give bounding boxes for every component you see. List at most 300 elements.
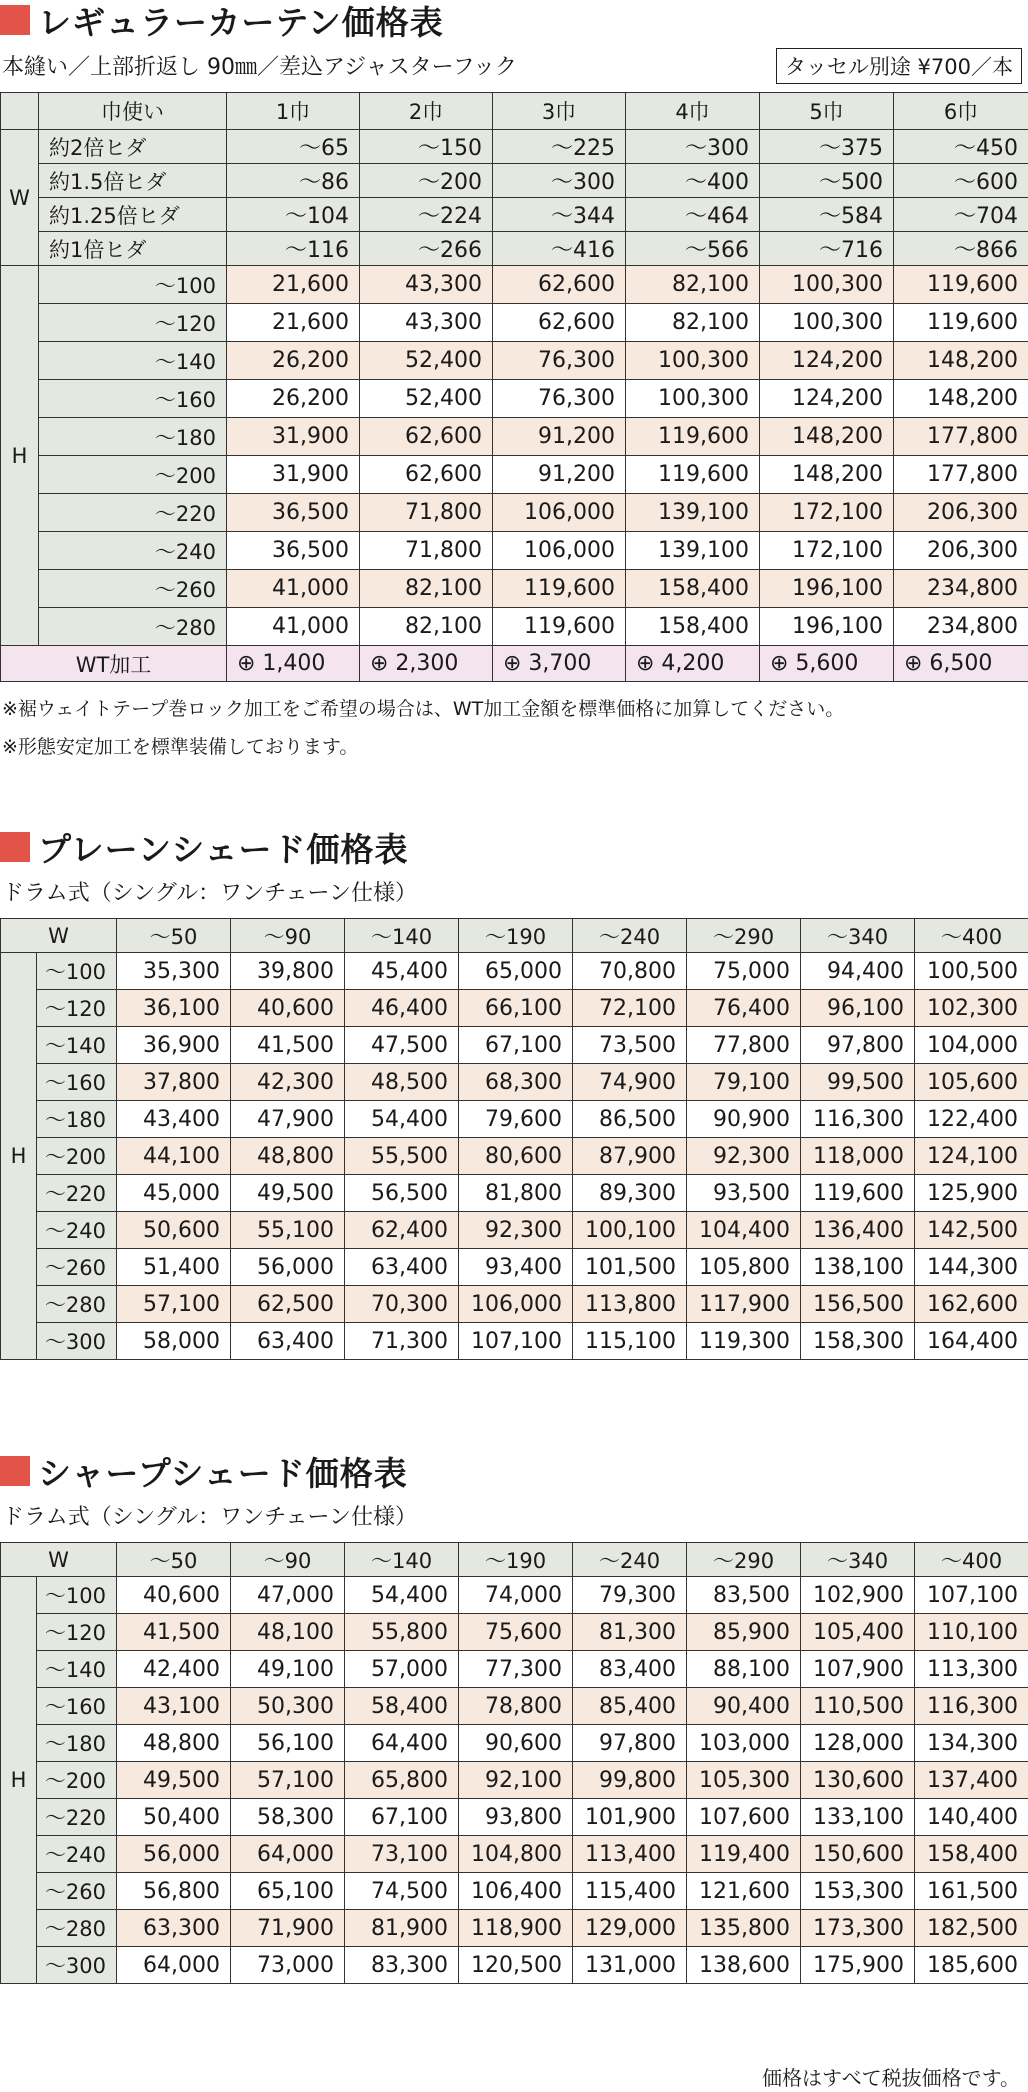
price-cell: 80,600 [459, 1138, 573, 1175]
price-cell: 90,600 [459, 1725, 573, 1762]
price-cell: 106,000 [493, 532, 626, 570]
height-label: ～220 [39, 494, 227, 532]
width-value: ～224 [360, 198, 493, 232]
price-cell: 101,900 [573, 1799, 687, 1836]
width-value: ～566 [626, 232, 760, 266]
height-label: ～240 [37, 1836, 117, 1873]
price-cell: 153,300 [801, 1873, 915, 1910]
price-cell: 52,400 [360, 380, 493, 418]
price-cell: 26,200 [227, 380, 360, 418]
price-cell: 56,000 [117, 1836, 231, 1873]
price-cell: 65,000 [459, 953, 573, 990]
price-cell: 64,000 [231, 1836, 345, 1873]
width-row [1, 232, 1028, 266]
sharp-title-text: シャープシェード価格表 [38, 1453, 408, 1493]
price-cell: 71,800 [360, 532, 493, 570]
price-cell: 74,500 [345, 1873, 459, 1910]
w-axis-label: W [1, 130, 39, 266]
table-row [1, 1614, 1028, 1651]
height-label: ～240 [39, 532, 227, 570]
price-cell: 76,300 [493, 380, 626, 418]
price-cell: 106,000 [459, 1286, 573, 1323]
price-cell: 172,100 [760, 494, 894, 532]
plain-title [0, 827, 409, 867]
price-cell: 93,800 [459, 1799, 573, 1836]
price-cell: 21,600 [227, 266, 360, 304]
price-cell: 196,100 [760, 570, 894, 608]
price-cell: 172,100 [760, 532, 894, 570]
price-cell: 73,100 [345, 1836, 459, 1873]
price-cell: 177,800 [894, 456, 1028, 494]
price-cell: 101,500 [573, 1249, 687, 1286]
height-label: ～140 [37, 1027, 117, 1064]
price-cell: 94,400 [801, 953, 915, 990]
price-cell: 138,600 [687, 1947, 801, 1984]
price-cell: 148,200 [760, 418, 894, 456]
price-cell: 234,800 [894, 608, 1028, 646]
price-cell: 116,300 [915, 1688, 1028, 1725]
price-cell: 119,600 [894, 304, 1028, 342]
column-header: ～340 [801, 919, 915, 953]
height-label: ～160 [39, 380, 227, 418]
price-cell: 129,000 [573, 1910, 687, 1947]
price-cell: 107,100 [915, 1577, 1028, 1614]
price-cell: 31,900 [227, 418, 360, 456]
price-cell: 36,500 [227, 532, 360, 570]
price-cell: 86,500 [573, 1101, 687, 1138]
price-cell: 57,000 [345, 1651, 459, 1688]
price-cell: 43,400 [117, 1101, 231, 1138]
curtain-note-wt: ※裾ウェイトテープ巻ロック加工をご希望の場合は、WT加工金額を標準価格に加算してください。 [2, 698, 845, 720]
price-cell: 130,600 [801, 1762, 915, 1799]
fold-ratio-label: 約1倍ヒダ [39, 232, 227, 266]
price-cell: 137,400 [915, 1762, 1028, 1799]
price-cell: 88,100 [687, 1651, 801, 1688]
price-cell: 144,300 [915, 1249, 1028, 1286]
table-row [1, 1836, 1028, 1873]
price-cell: 43,300 [360, 304, 493, 342]
curtain-title-text: レギュラーカーテン価格表 [38, 2, 444, 42]
height-label: ～260 [37, 1873, 117, 1910]
column-header: ～50 [117, 1543, 231, 1577]
fold-ratio-label: 約1.5倍ヒダ [39, 164, 227, 198]
price-cell: 67,100 [345, 1799, 459, 1836]
price-cell: 206,300 [894, 532, 1028, 570]
price-cell: 113,800 [573, 1286, 687, 1323]
price-cell: 75,600 [459, 1614, 573, 1651]
price-cell: 118,900 [459, 1910, 573, 1947]
price-cell: 36,900 [117, 1027, 231, 1064]
title-marker-icon [0, 1456, 30, 1486]
width-value: ～86 [227, 164, 360, 198]
column-header: 2巾 [360, 93, 493, 130]
height-label: ～220 [37, 1175, 117, 1212]
width-value: ～464 [626, 198, 760, 232]
tassel-price-badge: タッセル別途 ¥700／本 [776, 48, 1022, 84]
wt-price-cell: ⊕ 5,600 [760, 646, 894, 682]
price-cell: 148,200 [894, 342, 1028, 380]
width-value: ～65 [227, 130, 360, 164]
column-header: 3巾 [493, 93, 626, 130]
price-cell: 35,300 [117, 953, 231, 990]
price-cell: 148,200 [894, 380, 1028, 418]
table-row [1, 1725, 1028, 1762]
width-row [1, 130, 1028, 164]
wt-price-cell: ⊕ 1,400 [227, 646, 360, 682]
title-marker-icon [0, 832, 30, 862]
price-cell: 104,800 [459, 1836, 573, 1873]
price-cell: 63,400 [231, 1323, 345, 1360]
column-header: ～90 [231, 919, 345, 953]
price-cell: 52,400 [360, 342, 493, 380]
wt-price-cell: ⊕ 3,700 [493, 646, 626, 682]
table-row [1, 304, 1028, 342]
height-label: ～300 [37, 1947, 117, 1984]
table-row [1, 418, 1028, 456]
table-header-row [1, 93, 1028, 130]
price-cell: 62,600 [360, 418, 493, 456]
column-header: ～90 [231, 1543, 345, 1577]
price-cell: 82,100 [360, 570, 493, 608]
price-cell: 39,800 [231, 953, 345, 990]
price-cell: 116,300 [801, 1101, 915, 1138]
price-cell: 140,400 [915, 1799, 1028, 1836]
price-cell: 44,100 [117, 1138, 231, 1175]
table-row [1, 1910, 1028, 1947]
sharp-subtitle: ドラム式（シングル：ワンチェーン仕様） [2, 1505, 418, 1530]
height-label: ～280 [37, 1910, 117, 1947]
column-header: ～190 [459, 919, 573, 953]
price-cell: 196,100 [760, 608, 894, 646]
price-cell: 161,500 [915, 1873, 1028, 1910]
price-cell: 119,600 [626, 418, 760, 456]
price-cell: 45,400 [345, 953, 459, 990]
price-cell: 41,000 [227, 570, 360, 608]
price-cell: 37,800 [117, 1064, 231, 1101]
price-cell: 138,100 [801, 1249, 915, 1286]
table-row [1, 1138, 1028, 1175]
price-cell: 55,500 [345, 1138, 459, 1175]
height-label: ～140 [39, 342, 227, 380]
price-cell: 70,300 [345, 1286, 459, 1323]
price-cell: 76,400 [687, 990, 801, 1027]
price-cell: 76,300 [493, 342, 626, 380]
title-marker-icon [0, 5, 30, 35]
price-cell: 90,900 [687, 1101, 801, 1138]
table-row [1, 1873, 1028, 1910]
height-label: ～260 [37, 1249, 117, 1286]
width-value: ～375 [760, 130, 894, 164]
price-cell: 58,000 [117, 1323, 231, 1360]
column-header: ～340 [801, 1543, 915, 1577]
price-cell: 81,800 [459, 1175, 573, 1212]
price-cell: 74,900 [573, 1064, 687, 1101]
price-cell: 65,800 [345, 1762, 459, 1799]
sharp-title [0, 1451, 408, 1491]
price-cell: 56,800 [117, 1873, 231, 1910]
table-row [1, 1947, 1028, 1984]
height-label: ～120 [37, 990, 117, 1027]
price-cell: 162,600 [915, 1286, 1028, 1323]
width-value: ～416 [493, 232, 626, 266]
column-header: ～50 [117, 919, 231, 953]
table-row [1, 1101, 1028, 1138]
width-value: ～400 [626, 164, 760, 198]
price-cell: 57,100 [117, 1286, 231, 1323]
width-value: ～200 [360, 164, 493, 198]
price-cell: 148,200 [760, 456, 894, 494]
price-cell: 119,600 [626, 456, 760, 494]
curtain-subtitle: 本縫い／上部折返し 90㎜／差込アジャスターフック [2, 55, 518, 80]
price-cell: 234,800 [894, 570, 1028, 608]
price-cell: 92,100 [459, 1762, 573, 1799]
column-header: ～400 [915, 919, 1028, 953]
price-cell: 81,900 [345, 1910, 459, 1947]
height-label: ～180 [37, 1101, 117, 1138]
price-cell: 63,400 [345, 1249, 459, 1286]
price-cell: 54,400 [345, 1101, 459, 1138]
price-cell: 42,300 [231, 1064, 345, 1101]
price-cell: 119,600 [493, 608, 626, 646]
price-cell: 119,600 [801, 1175, 915, 1212]
price-cell: 74,000 [459, 1577, 573, 1614]
curtain-note-form: ※形態安定加工を標準装備しております。 [2, 736, 359, 758]
height-label: ～120 [37, 1614, 117, 1651]
fold-ratio-label: 約1.25倍ヒダ [39, 198, 227, 232]
price-cell: 83,300 [345, 1947, 459, 1984]
column-header: ～240 [573, 1543, 687, 1577]
price-cell: 158,300 [801, 1323, 915, 1360]
price-cell: 158,400 [915, 1836, 1028, 1873]
price-cell: 105,300 [687, 1762, 801, 1799]
price-cell: 87,900 [573, 1138, 687, 1175]
price-cell: 71,900 [231, 1910, 345, 1947]
h-axis-label: H [1, 1577, 37, 1984]
price-cell: 175,900 [801, 1947, 915, 1984]
price-cell: 31,900 [227, 456, 360, 494]
height-label: ～120 [39, 304, 227, 342]
price-cell: 104,400 [687, 1212, 801, 1249]
height-label: ～280 [39, 608, 227, 646]
price-cell: 117,900 [687, 1286, 801, 1323]
price-cell: 164,400 [915, 1323, 1028, 1360]
price-cell: 41,500 [117, 1614, 231, 1651]
width-value: ～300 [626, 130, 760, 164]
price-cell: 156,500 [801, 1286, 915, 1323]
price-cell: 185,600 [915, 1947, 1028, 1984]
price-cell: 79,100 [687, 1064, 801, 1101]
price-cell: 46,400 [345, 990, 459, 1027]
price-cell: 40,600 [117, 1577, 231, 1614]
price-cell: 77,800 [687, 1027, 801, 1064]
price-cell: 43,100 [117, 1688, 231, 1725]
corner-cell [1, 93, 39, 130]
price-cell: 89,300 [573, 1175, 687, 1212]
price-cell: 110,500 [801, 1688, 915, 1725]
height-label: ～180 [39, 418, 227, 456]
height-label: ～240 [37, 1212, 117, 1249]
table-row [1, 1323, 1028, 1360]
h-axis-label: H [1, 266, 39, 646]
price-cell: 48,800 [117, 1725, 231, 1762]
price-cell: 65,100 [231, 1873, 345, 1910]
price-cell: 41,500 [231, 1027, 345, 1064]
price-cell: 73,500 [573, 1027, 687, 1064]
price-cell: 48,500 [345, 1064, 459, 1101]
width-value: ～704 [894, 198, 1028, 232]
price-cell: 139,100 [626, 532, 760, 570]
table-row [1, 1064, 1028, 1101]
price-cell: 91,200 [493, 418, 626, 456]
price-cell: 124,200 [760, 342, 894, 380]
price-cell: 79,600 [459, 1101, 573, 1138]
height-label: ～180 [37, 1725, 117, 1762]
price-cell: 100,500 [915, 953, 1028, 990]
price-cell: 50,600 [117, 1212, 231, 1249]
price-cell: 40,600 [231, 990, 345, 1027]
price-cell: 103,000 [687, 1725, 801, 1762]
table-header-row [1, 1543, 1028, 1577]
price-cell: 49,500 [117, 1762, 231, 1799]
height-label: ～220 [37, 1799, 117, 1836]
price-cell: 177,800 [894, 418, 1028, 456]
table-row [1, 1175, 1028, 1212]
price-cell: 119,600 [493, 570, 626, 608]
width-value: ～866 [894, 232, 1028, 266]
height-label: ～100 [39, 266, 227, 304]
price-cell: 83,400 [573, 1651, 687, 1688]
price-cell: 79,300 [573, 1577, 687, 1614]
width-value: ～150 [360, 130, 493, 164]
price-cell: 48,100 [231, 1614, 345, 1651]
price-cell: 58,400 [345, 1688, 459, 1725]
price-cell: 45,000 [117, 1175, 231, 1212]
wt-price-cell: ⊕ 4,200 [626, 646, 760, 682]
table-row [1, 1762, 1028, 1799]
price-cell: 100,300 [626, 380, 760, 418]
price-cell: 47,500 [345, 1027, 459, 1064]
table-row [1, 1799, 1028, 1836]
price-cell: 102,300 [915, 990, 1028, 1027]
price-cell: 71,800 [360, 494, 493, 532]
table-row [1, 990, 1028, 1027]
price-cell: 134,300 [915, 1725, 1028, 1762]
height-label: ～200 [37, 1138, 117, 1175]
price-cell: 51,400 [117, 1249, 231, 1286]
price-cell: 119,300 [687, 1323, 801, 1360]
price-cell: 81,300 [573, 1614, 687, 1651]
table-header-row [1, 919, 1028, 953]
table-row [1, 1027, 1028, 1064]
price-cell: 124,200 [760, 380, 894, 418]
table-row [1, 380, 1028, 418]
price-cell: 115,100 [573, 1323, 687, 1360]
fold-ratio-label: 約2倍ヒダ [39, 130, 227, 164]
price-cell: 107,100 [459, 1323, 573, 1360]
price-cell: 47,900 [231, 1101, 345, 1138]
column-header: ～190 [459, 1543, 573, 1577]
price-cell: 118,000 [801, 1138, 915, 1175]
wt-price-cell: ⊕ 6,500 [894, 646, 1028, 682]
height-label: ～100 [37, 1577, 117, 1614]
price-cell: 113,300 [915, 1651, 1028, 1688]
price-cell: 122,400 [915, 1101, 1028, 1138]
height-label: ～300 [37, 1323, 117, 1360]
height-label: ～100 [37, 953, 117, 990]
table-row [1, 1286, 1028, 1323]
price-cell: 70,800 [573, 953, 687, 990]
price-cell: 49,500 [231, 1175, 345, 1212]
price-cell: 105,400 [801, 1614, 915, 1651]
width-value: ～266 [360, 232, 493, 266]
price-cell: 54,400 [345, 1577, 459, 1614]
table-row [1, 342, 1028, 380]
tax-note: 価格はすべて税抜価格です。 [762, 2066, 1020, 2090]
price-cell: 150,600 [801, 1836, 915, 1873]
price-cell: 100,100 [573, 1212, 687, 1249]
price-cell: 72,100 [573, 990, 687, 1027]
price-cell: 92,300 [459, 1212, 573, 1249]
table-row [1, 266, 1028, 304]
price-cell: 77,300 [459, 1651, 573, 1688]
price-cell: 105,800 [687, 1249, 801, 1286]
price-cell: 96,100 [801, 990, 915, 1027]
price-cell: 73,000 [231, 1947, 345, 1984]
price-cell: 78,800 [459, 1688, 573, 1725]
price-cell: 106,400 [459, 1873, 573, 1910]
price-cell: 62,500 [231, 1286, 345, 1323]
price-cell: 90,400 [687, 1688, 801, 1725]
price-cell: 66,100 [459, 990, 573, 1027]
price-cell: 120,500 [459, 1947, 573, 1984]
price-cell: 142,500 [915, 1212, 1028, 1249]
price-cell: 136,400 [801, 1212, 915, 1249]
width-value: ～225 [493, 130, 626, 164]
price-cell: 110,100 [915, 1614, 1028, 1651]
column-header: 巾使い [39, 93, 227, 130]
price-cell: 85,900 [687, 1614, 801, 1651]
height-label: ～260 [39, 570, 227, 608]
price-cell: 119,600 [894, 266, 1028, 304]
height-label: ～280 [37, 1286, 117, 1323]
plain-title-text: プレーンシェード価格表 [38, 829, 409, 869]
plain-subtitle: ドラム式（シングル：ワンチェーン仕様） [2, 881, 418, 906]
price-cell: 83,500 [687, 1577, 801, 1614]
price-cell: 107,600 [687, 1799, 801, 1836]
price-cell: 62,600 [493, 266, 626, 304]
column-header: ～400 [915, 1543, 1028, 1577]
width-value: ～716 [760, 232, 894, 266]
width-row [1, 164, 1028, 198]
price-cell: 62,600 [493, 304, 626, 342]
price-cell: 47,000 [231, 1577, 345, 1614]
price-cell: 121,600 [687, 1873, 801, 1910]
price-cell: 68,300 [459, 1064, 573, 1101]
price-cell: 57,100 [231, 1762, 345, 1799]
price-cell: 91,200 [493, 456, 626, 494]
curtain-price-table [0, 92, 1028, 682]
width-value: ～584 [760, 198, 894, 232]
column-header: ～240 [573, 919, 687, 953]
height-label: ～140 [37, 1651, 117, 1688]
price-cell: 64,000 [117, 1947, 231, 1984]
price-cell: 62,400 [345, 1212, 459, 1249]
price-cell: 43,300 [360, 266, 493, 304]
price-cell: 131,000 [573, 1947, 687, 1984]
price-cell: 50,300 [231, 1688, 345, 1725]
price-cell: 133,100 [801, 1799, 915, 1836]
price-cell: 124,100 [915, 1138, 1028, 1175]
